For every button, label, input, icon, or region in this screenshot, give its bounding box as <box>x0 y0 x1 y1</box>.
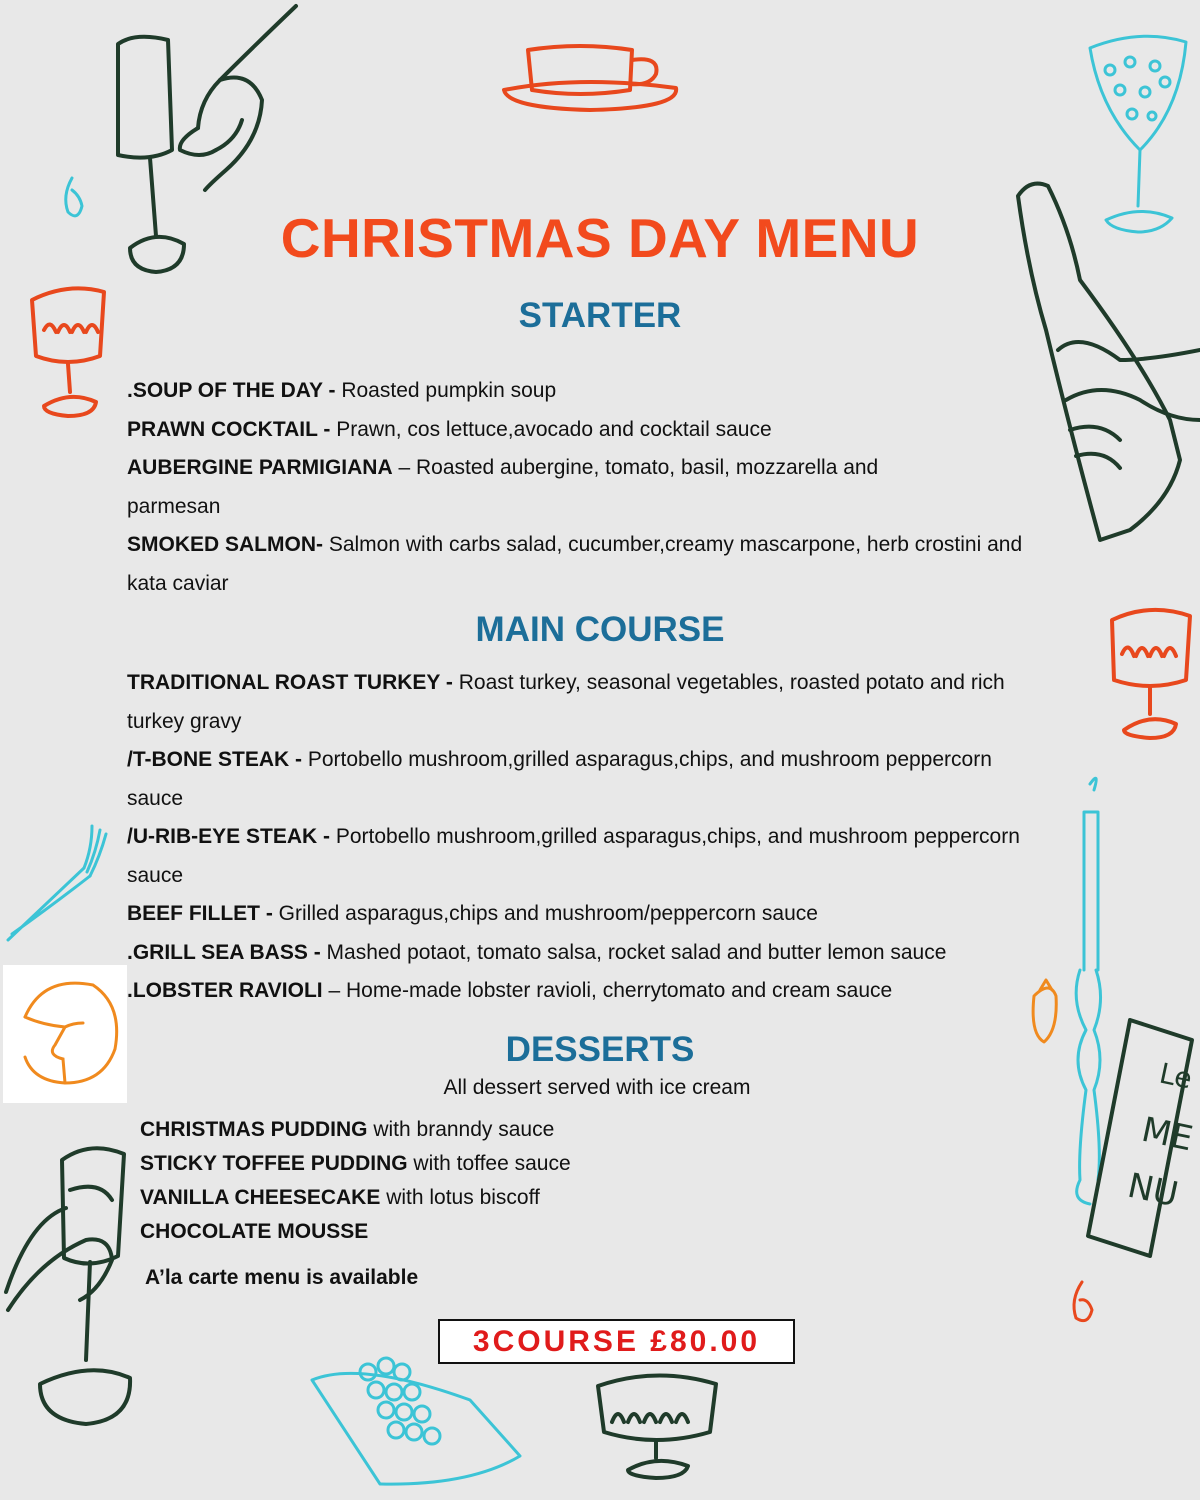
dessert-item <box>140 1147 840 1181</box>
menu-item <box>127 818 1037 895</box>
small-flame-icon <box>1074 1282 1092 1321</box>
item-name: .GRILL SEA BASS - <box>127 940 321 964</box>
glass-hand-icon <box>6 1148 130 1424</box>
sign-line-1: Le <box>1156 1056 1196 1096</box>
desserts-heading: DESSERTS <box>505 1030 695 1069</box>
grapes-plate-icon <box>312 1358 520 1484</box>
menu-item <box>127 972 1067 1011</box>
item-name: CHRISTMAS PUDDING <box>140 1118 368 1141</box>
item-desc: Portobello mushroom,grilled asparagus,chips, and mushroom peppercorn sauce <box>127 825 1020 887</box>
dessert-item <box>140 1113 840 1147</box>
item-desc: Roast turkey, seasonal vegetables, roasted potato and rich turkey gravy <box>127 671 1005 733</box>
teacup-icon <box>504 46 676 110</box>
item-name: .SOUP OF THE DAY - <box>127 379 336 402</box>
main-course-heading: MAIN COURSE <box>475 610 725 649</box>
menu-item <box>127 372 1062 411</box>
item-desc: Roasted pumpkin soup <box>335 379 557 402</box>
candle-icon <box>1076 778 1100 1204</box>
menu-item <box>127 664 1067 741</box>
alacarte-note: A’la carte menu is available <box>145 1266 419 1289</box>
goblet-icon <box>598 1375 716 1478</box>
item-name: CHOCOLATE MOUSSE <box>140 1220 369 1243</box>
item-name: .LOBSTER RAVIOLI <box>127 979 323 1002</box>
starter-list <box>127 372 1062 603</box>
item-desc: Salmon with carbs salad, cucumber,creamy mascarpone, herb crostini and kata caviar <box>127 533 1023 595</box>
menu-item <box>127 411 1062 450</box>
item-desc: with toffee sauce <box>407 1152 571 1175</box>
fork-icon <box>8 826 106 940</box>
item-desc: – Roasted aubergine, tomato, basil, mozzarella and parmesan <box>127 456 879 518</box>
dessert-note: All dessert served with ice cream <box>443 1076 751 1099</box>
item-desc: Portobello mushroom,grilled asparagus,chips, and mushroom peppercorn sauce <box>127 748 992 810</box>
item-name: BEEF FILLET - <box>127 902 273 925</box>
item-desc: with branndy sauce <box>367 1118 555 1141</box>
dessert-item <box>140 1215 840 1249</box>
item-name: TRADITIONAL ROAST TURKEY - <box>127 671 453 694</box>
item-name: VANILLA CHEESECAKE <box>140 1186 381 1209</box>
sign-line-2: ME <box>1138 1109 1197 1160</box>
dessert-list <box>140 1113 840 1249</box>
menu-item <box>127 526 1062 603</box>
item-name: /U-RIB-EYE STEAK - <box>127 825 331 848</box>
menu-item <box>127 741 1007 818</box>
sign-line-3: NU <box>1124 1165 1182 1216</box>
item-name: STICKY TOFFEE PUDDING <box>140 1152 408 1175</box>
item-desc: with lotus biscoff <box>380 1186 540 1209</box>
item-desc: Grilled asparagus,chips and mushroom/peppercorn sauce <box>272 902 818 925</box>
item-name: AUBERGINE PARMIGIANA <box>127 456 393 479</box>
page-title: CHRISTMAS DAY MENU <box>280 207 920 269</box>
menu-item <box>127 449 957 526</box>
item-name: PRAWN COCKTAIL - <box>127 417 331 441</box>
item-name: /T-BONE STEAK - <box>127 748 303 771</box>
price-box: 3COURSE £80.00 <box>438 1319 795 1364</box>
dessert-item <box>140 1181 840 1215</box>
item-name: SMOKED SALMON- <box>127 533 323 556</box>
menu-item <box>127 934 1067 973</box>
champagne-glass-icon <box>1090 36 1186 232</box>
item-desc: – Home-made lobster ravioli, cherrytomato and cream sauce <box>322 979 893 1002</box>
item-desc: Mashed potaot, tomato salsa, rocket salad and butter lemon sauce <box>320 940 947 964</box>
starter-heading: STARTER <box>518 296 682 335</box>
menu-item <box>127 895 1067 934</box>
main-course-list <box>127 664 1067 1011</box>
item-desc: Prawn, cos lettuce,avocado and cocktail sauce <box>330 417 772 441</box>
